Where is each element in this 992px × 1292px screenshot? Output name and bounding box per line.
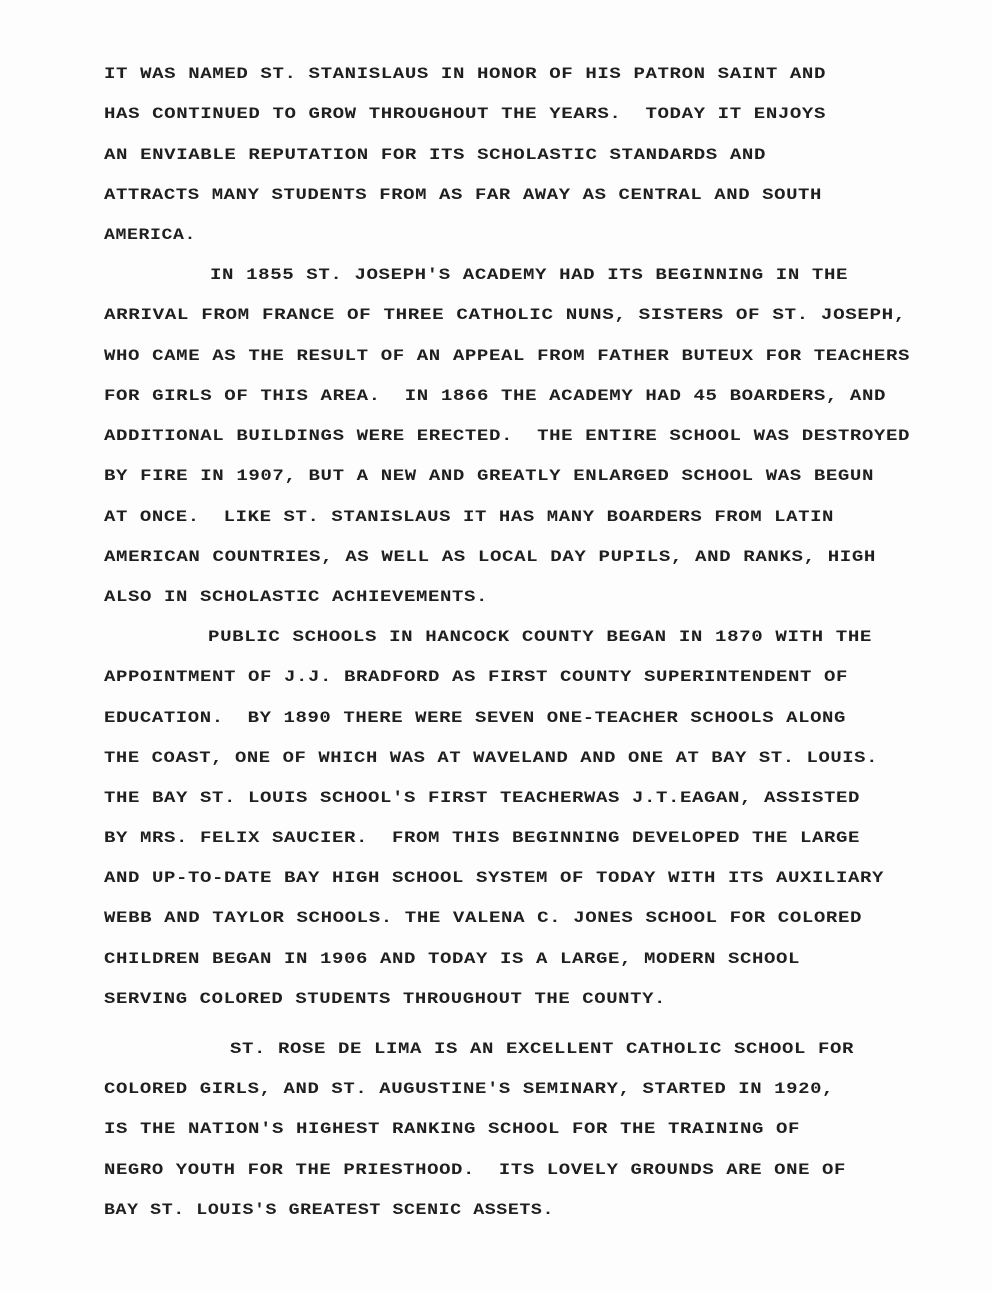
text-line: THE COAST, ONE OF WHICH WAS AT WAVELAND AND ONE AT BAY ST. LOUIS. xyxy=(104,749,879,767)
text-line: AND UP-TO-DATE BAY HIGH SCHOOL SYSTEM OF TODAY WITH ITS AUXILIARY xyxy=(104,869,884,887)
text-line: COLORED GIRLS, AND ST. AUGUSTINE'S SEMINARY, STARTED IN 1920, xyxy=(104,1080,835,1098)
text-line: ARRIVAL FROM FRANCE OF THREE CATHOLIC NUNS, SISTERS OF ST. JOSEPH, xyxy=(104,306,906,324)
text-line: SERVING COLORED STUDENTS THROUGHOUT THE COUNTY. xyxy=(104,990,666,1008)
text-line: AMERICAN COUNTRIES, AS WELL AS LOCAL DAY PUPILS, AND RANKS, HIGH xyxy=(104,548,876,566)
text-line: AT ONCE. LIKE ST. STANISLAUS IT HAS MANY BOARDERS FROM LATIN xyxy=(104,508,835,526)
text-line: IN 1855 ST. JOSEPH'S ACADEMY HAD ITS BEGINNING IN THE xyxy=(210,266,849,284)
text-line: APPOINTMENT OF J.J. BRADFORD AS FIRST COUNTY SUPERINTENDENT OF xyxy=(104,668,848,686)
text-line: IT WAS NAMED ST. STANISLAUS IN HONOR OF HIS PATRON SAINT AND xyxy=(104,65,826,83)
text-line: AN ENVIABLE REPUTATION FOR ITS SCHOLASTIC STANDARDS AND xyxy=(104,146,766,164)
text-line: THE BAY ST. LOUIS SCHOOL'S FIRST TEACHERWAS J.T.EAGAN, ASSISTED xyxy=(104,789,860,807)
text-line: NEGRO YOUTH FOR THE PRIESTHOOD. ITS LOVELY GROUNDS ARE ONE OF xyxy=(104,1161,846,1179)
text-line: AMERICA. xyxy=(104,226,196,244)
text-line: WHO CAME AS THE RESULT OF AN APPEAL FROM FATHER BUTEUX FOR TEACHERS xyxy=(104,347,911,365)
text-line: PUBLIC SCHOOLS IN HANCOCK COUNTY BEGAN IN 1870 WITH THE xyxy=(208,628,872,646)
text-line: CHILDREN BEGAN IN 1906 AND TODAY IS A LARGE, MODERN SCHOOL xyxy=(104,950,800,968)
text-line: WEBB AND TAYLOR SCHOOLS. THE VALENA C. JONES SCHOOL FOR COLORED xyxy=(104,909,863,927)
text-line: ALSO IN SCHOLASTIC ACHIEVEMENTS. xyxy=(104,588,488,606)
text-line: BY MRS. FELIX SAUCIER. FROM THIS BEGINNING DEVELOPED THE LARGE xyxy=(104,829,860,847)
text-line: HAS CONTINUED TO GROW THROUGHOUT THE YEARS. TODAY IT ENJOYS xyxy=(104,105,826,123)
text-line: ATTRACTS MANY STUDENTS FROM AS FAR AWAY AS CENTRAL AND SOUTH xyxy=(104,186,822,204)
text-line: FOR GIRLS OF THIS AREA. IN 1866 THE ACADEMY HAD 45 BOARDERS, AND xyxy=(104,387,887,405)
text-line: BAY ST. LOUIS'S GREATEST SCENIC ASSETS. xyxy=(104,1201,554,1219)
text-line: EDUCATION. BY 1890 THERE WERE SEVEN ONE-TEACHER SCHOOLS ALONG xyxy=(104,709,846,727)
text-line: BY FIRE IN 1907, BUT A NEW AND GREATLY ENLARGED SCHOOL WAS BEGUN xyxy=(104,467,874,485)
text-line: IS THE NATION'S HIGHEST RANKING SCHOOL FOR THE TRAINING OF xyxy=(104,1120,800,1138)
text-line: ST. ROSE DE LIMA IS AN EXCELLENT CATHOLIC SCHOOL FOR xyxy=(230,1040,854,1058)
text-line: ADDITIONAL BUILDINGS WERE ERECTED. THE ENTIRE SCHOOL WAS DESTROYED xyxy=(104,427,911,445)
